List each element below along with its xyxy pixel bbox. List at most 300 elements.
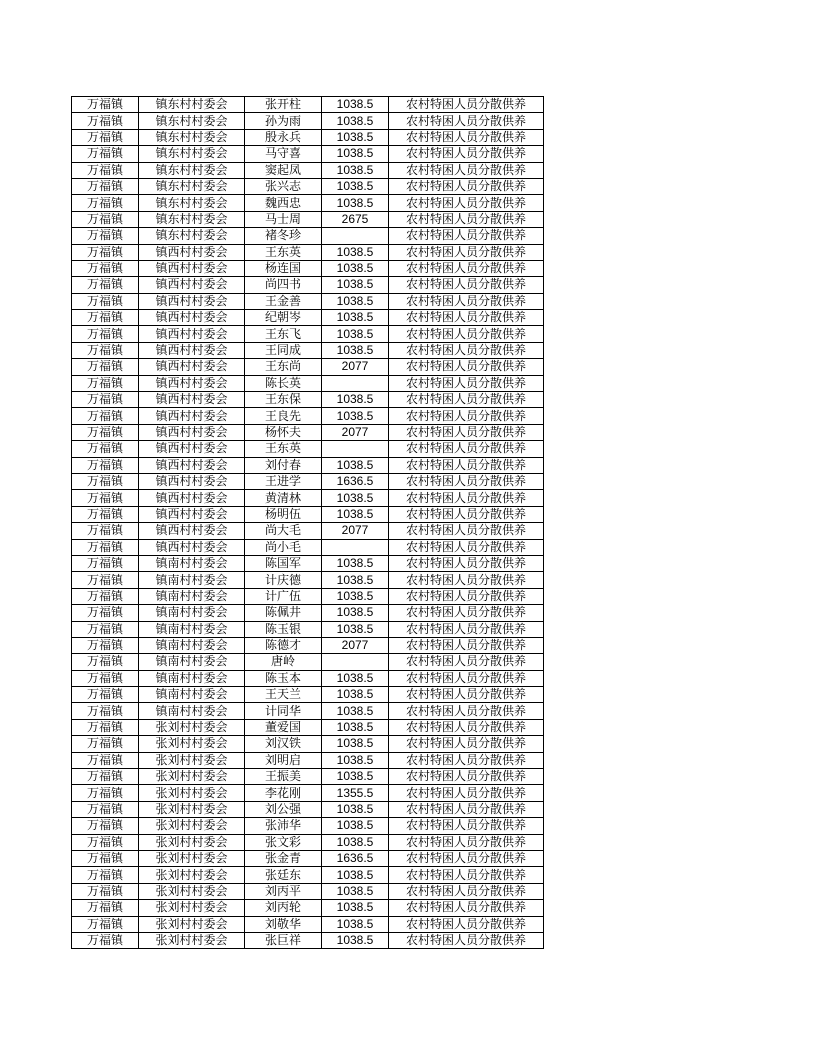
table-row: [72, 277, 544, 293]
village-cell: 镇南村村委会: [139, 588, 245, 604]
village-cell: 镇西村村委会: [139, 244, 245, 260]
support-type-cell: 农村特困人员分散供养: [389, 850, 544, 866]
name-cell: 张巨祥: [245, 932, 322, 948]
support-type-cell: 农村特困人员分散供养: [389, 687, 544, 703]
town-cell: 万福镇: [72, 162, 139, 178]
table-row: [72, 162, 544, 178]
village-cell: 张刘村村委会: [139, 867, 245, 883]
name-cell: 张文彩: [245, 834, 322, 850]
name-cell: 王东飞: [245, 326, 322, 342]
support-type-cell: 农村特困人员分散供养: [389, 703, 544, 719]
amount-cell: 1038.5: [322, 162, 389, 178]
support-type-cell: 农村特困人员分散供养: [389, 769, 544, 785]
village-cell: 镇南村村委会: [139, 572, 245, 588]
village-cell: 镇西村村委会: [139, 490, 245, 506]
support-type-cell: 农村特困人员分散供养: [389, 408, 544, 424]
village-cell: 镇西村村委会: [139, 424, 245, 440]
support-type-cell: 农村特困人员分散供养: [389, 523, 544, 539]
village-cell: 镇西村村委会: [139, 310, 245, 326]
table-row: [72, 195, 544, 211]
town-cell: 万福镇: [72, 293, 139, 309]
town-cell: 万福镇: [72, 113, 139, 129]
amount-cell: 1038.5: [322, 457, 389, 473]
table-row: [72, 392, 544, 408]
name-cell: 陈国军: [245, 555, 322, 571]
amount-cell: 1038.5: [322, 719, 389, 735]
table-row: [72, 244, 544, 260]
village-cell: 镇东村村委会: [139, 228, 245, 244]
village-cell: 镇南村村委会: [139, 637, 245, 653]
name-cell: 窦起凤: [245, 162, 322, 178]
support-type-cell: 农村特困人员分散供养: [389, 146, 544, 162]
table-row: [72, 555, 544, 571]
table-row: [72, 113, 544, 129]
table-row: [72, 916, 544, 932]
town-cell: 万福镇: [72, 900, 139, 916]
name-cell: 李花刚: [245, 785, 322, 801]
village-cell: 镇南村村委会: [139, 555, 245, 571]
table-row: [72, 539, 544, 555]
support-type-cell: 农村特困人员分散供养: [389, 277, 544, 293]
name-cell: 董爱国: [245, 719, 322, 735]
amount-cell: [322, 539, 389, 555]
village-cell: 张刘村村委会: [139, 932, 245, 948]
support-type-cell: 农村特困人员分散供养: [389, 637, 544, 653]
village-cell: 镇西村村委会: [139, 441, 245, 457]
village-cell: 张刘村村委会: [139, 769, 245, 785]
support-type-cell: 农村特困人员分散供养: [389, 195, 544, 211]
table-row: [72, 605, 544, 621]
village-cell: 张刘村村委会: [139, 834, 245, 850]
table-row: [72, 769, 544, 785]
amount-cell: 1038.5: [322, 97, 389, 113]
town-cell: 万福镇: [72, 785, 139, 801]
name-cell: 尚四书: [245, 277, 322, 293]
village-cell: 镇东村村委会: [139, 162, 245, 178]
support-type-cell: 农村特困人员分散供养: [389, 555, 544, 571]
table-row: [72, 900, 544, 916]
name-cell: 杨怀夫: [245, 424, 322, 440]
village-cell: 镇东村村委会: [139, 129, 245, 145]
village-cell: 镇西村村委会: [139, 359, 245, 375]
support-type-cell: 农村特困人员分散供养: [389, 801, 544, 817]
support-type-cell: 农村特困人员分散供养: [389, 392, 544, 408]
name-cell: 魏西忠: [245, 195, 322, 211]
amount-cell: 1038.5: [322, 818, 389, 834]
amount-cell: 1038.5: [322, 834, 389, 850]
table-row: [72, 785, 544, 801]
support-type-cell: 农村特困人员分散供养: [389, 932, 544, 948]
town-cell: 万福镇: [72, 424, 139, 440]
village-cell: 镇西村村委会: [139, 392, 245, 408]
village-cell: 张刘村村委会: [139, 818, 245, 834]
town-cell: 万福镇: [72, 670, 139, 686]
support-type-cell: 农村特困人员分散供养: [389, 244, 544, 260]
table-row: [72, 736, 544, 752]
amount-cell: 2675: [322, 211, 389, 227]
amount-cell: 1038.5: [322, 736, 389, 752]
support-type-cell: 农村特困人员分散供养: [389, 654, 544, 670]
amount-cell: 2077: [322, 637, 389, 653]
support-type-cell: 农村特困人员分散供养: [389, 900, 544, 916]
name-cell: 王东英: [245, 441, 322, 457]
support-type-cell: 农村特困人员分散供养: [389, 113, 544, 129]
village-cell: 镇东村村委会: [139, 211, 245, 227]
name-cell: 纪朝岑: [245, 310, 322, 326]
town-cell: 万福镇: [72, 736, 139, 752]
amount-cell: 1038.5: [322, 900, 389, 916]
village-cell: 镇南村村委会: [139, 605, 245, 621]
village-cell: 镇西村村委会: [139, 408, 245, 424]
town-cell: 万福镇: [72, 490, 139, 506]
amount-cell: 1038.5: [322, 408, 389, 424]
name-cell: 陈长英: [245, 375, 322, 391]
table-row: [72, 424, 544, 440]
support-type-cell: 农村特困人员分散供养: [389, 326, 544, 342]
amount-cell: 1038.5: [322, 883, 389, 899]
village-cell: 镇东村村委会: [139, 97, 245, 113]
support-type-cell: 农村特困人员分散供养: [389, 490, 544, 506]
town-cell: 万福镇: [72, 244, 139, 260]
amount-cell: 1038.5: [322, 621, 389, 637]
table-row: [72, 129, 544, 145]
amount-cell: 1038.5: [322, 392, 389, 408]
table-row: [72, 637, 544, 653]
name-cell: 唐岭: [245, 654, 322, 670]
name-cell: 王进学: [245, 473, 322, 489]
town-cell: 万福镇: [72, 752, 139, 768]
table-row: [72, 473, 544, 489]
support-type-cell: 农村特困人员分散供养: [389, 310, 544, 326]
village-cell: 张刘村村委会: [139, 719, 245, 735]
amount-cell: 2077: [322, 523, 389, 539]
name-cell: 刘丙轮: [245, 900, 322, 916]
support-type-cell: 农村特困人员分散供养: [389, 539, 544, 555]
table-row: [72, 801, 544, 817]
table-row: [72, 260, 544, 276]
name-cell: 刘明启: [245, 752, 322, 768]
name-cell: 王天兰: [245, 687, 322, 703]
name-cell: 陈玉本: [245, 670, 322, 686]
amount-cell: 1038.5: [322, 146, 389, 162]
village-cell: 镇西村村委会: [139, 260, 245, 276]
name-cell: 张兴志: [245, 178, 322, 194]
support-type-cell: 农村特困人员分散供养: [389, 883, 544, 899]
table-row: [72, 752, 544, 768]
table-row: [72, 572, 544, 588]
amount-cell: [322, 441, 389, 457]
amount-cell: 1038.5: [322, 506, 389, 522]
name-cell: 张廷东: [245, 867, 322, 883]
name-cell: 陈玉银: [245, 621, 322, 637]
town-cell: 万福镇: [72, 408, 139, 424]
support-type-cell: 农村特困人员分散供养: [389, 473, 544, 489]
village-cell: 张刘村村委会: [139, 736, 245, 752]
name-cell: 刘付春: [245, 457, 322, 473]
support-type-cell: 农村特困人员分散供养: [389, 506, 544, 522]
village-cell: 镇东村村委会: [139, 195, 245, 211]
support-type-cell: 农村特困人员分散供养: [389, 441, 544, 457]
table-row: [72, 703, 544, 719]
table-row: [72, 867, 544, 883]
name-cell: 张开柱: [245, 97, 322, 113]
amount-cell: 1038.5: [322, 310, 389, 326]
village-cell: 镇西村村委会: [139, 342, 245, 358]
town-cell: 万福镇: [72, 916, 139, 932]
village-cell: 镇南村村委会: [139, 670, 245, 686]
support-type-cell: 农村特困人员分散供养: [389, 457, 544, 473]
town-cell: 万福镇: [72, 637, 139, 653]
town-cell: 万福镇: [72, 441, 139, 457]
table-row: [72, 687, 544, 703]
table-row: [72, 441, 544, 457]
table-row: [72, 670, 544, 686]
town-cell: 万福镇: [72, 867, 139, 883]
name-cell: 刘敬华: [245, 916, 322, 932]
amount-cell: 1038.5: [322, 342, 389, 358]
town-cell: 万福镇: [72, 392, 139, 408]
village-cell: 镇西村村委会: [139, 277, 245, 293]
town-cell: 万福镇: [72, 310, 139, 326]
village-cell: 镇西村村委会: [139, 457, 245, 473]
support-type-cell: 农村特困人员分散供养: [389, 670, 544, 686]
support-type-cell: 农村特困人员分散供养: [389, 342, 544, 358]
town-cell: 万福镇: [72, 703, 139, 719]
support-type-cell: 农村特困人员分散供养: [389, 867, 544, 883]
town-cell: 万福镇: [72, 457, 139, 473]
support-type-cell: 农村特困人员分散供养: [389, 719, 544, 735]
village-cell: 镇南村村委会: [139, 703, 245, 719]
village-cell: 张刘村村委会: [139, 900, 245, 916]
village-cell: 镇西村村委会: [139, 523, 245, 539]
table-row: [72, 932, 544, 948]
table-row: [72, 228, 544, 244]
name-cell: 黄清林: [245, 490, 322, 506]
name-cell: 王同成: [245, 342, 322, 358]
table-row: [72, 326, 544, 342]
town-cell: 万福镇: [72, 97, 139, 113]
town-cell: 万福镇: [72, 769, 139, 785]
amount-cell: 2077: [322, 424, 389, 440]
table-row: [72, 457, 544, 473]
amount-cell: 1038.5: [322, 490, 389, 506]
amount-cell: 1038.5: [322, 195, 389, 211]
amount-cell: 1038.5: [322, 932, 389, 948]
village-cell: 镇东村村委会: [139, 178, 245, 194]
amount-cell: 1355.5: [322, 785, 389, 801]
village-cell: 张刘村村委会: [139, 752, 245, 768]
town-cell: 万福镇: [72, 359, 139, 375]
amount-cell: 1636.5: [322, 850, 389, 866]
amount-cell: 1636.5: [322, 473, 389, 489]
name-cell: 杨明伍: [245, 506, 322, 522]
town-cell: 万福镇: [72, 654, 139, 670]
amount-cell: 1038.5: [322, 867, 389, 883]
village-cell: 镇西村村委会: [139, 293, 245, 309]
name-cell: 计同华: [245, 703, 322, 719]
table-row: [72, 211, 544, 227]
support-type-cell: 农村特困人员分散供养: [389, 162, 544, 178]
village-cell: 张刘村村委会: [139, 785, 245, 801]
town-cell: 万福镇: [72, 605, 139, 621]
amount-cell: 1038.5: [322, 687, 389, 703]
table-row: [72, 178, 544, 194]
table-row: [72, 523, 544, 539]
name-cell: 马士周: [245, 211, 322, 227]
support-type-cell: 农村特困人员分散供养: [389, 424, 544, 440]
table-row: [72, 408, 544, 424]
town-cell: 万福镇: [72, 342, 139, 358]
name-cell: 张金青: [245, 850, 322, 866]
town-cell: 万福镇: [72, 621, 139, 637]
support-type-cell: 农村特困人员分散供养: [389, 588, 544, 604]
village-cell: 镇南村村委会: [139, 687, 245, 703]
name-cell: 王良先: [245, 408, 322, 424]
amount-cell: 1038.5: [322, 752, 389, 768]
village-cell: 镇南村村委会: [139, 621, 245, 637]
table-row: [72, 621, 544, 637]
name-cell: 殷永兵: [245, 129, 322, 145]
table-row: [72, 490, 544, 506]
amount-cell: 2077: [322, 359, 389, 375]
amount-cell: 1038.5: [322, 555, 389, 571]
name-cell: 刘丙平: [245, 883, 322, 899]
support-type-cell: 农村特困人员分散供养: [389, 211, 544, 227]
amount-cell: 1038.5: [322, 801, 389, 817]
town-cell: 万福镇: [72, 932, 139, 948]
support-type-cell: 农村特困人员分散供养: [389, 785, 544, 801]
name-cell: 王金善: [245, 293, 322, 309]
name-cell: 杨连国: [245, 260, 322, 276]
village-cell: 张刘村村委会: [139, 850, 245, 866]
amount-cell: 1038.5: [322, 178, 389, 194]
table-row: [72, 818, 544, 834]
name-cell: 刘公强: [245, 801, 322, 817]
name-cell: 计庆德: [245, 572, 322, 588]
village-cell: 镇西村村委会: [139, 326, 245, 342]
support-type-cell: 农村特困人员分散供养: [389, 621, 544, 637]
village-cell: 镇西村村委会: [139, 375, 245, 391]
town-cell: 万福镇: [72, 555, 139, 571]
table-row: [72, 375, 544, 391]
town-cell: 万福镇: [72, 146, 139, 162]
town-cell: 万福镇: [72, 211, 139, 227]
name-cell: 计广伍: [245, 588, 322, 604]
town-cell: 万福镇: [72, 195, 139, 211]
amount-cell: [322, 228, 389, 244]
town-cell: 万福镇: [72, 326, 139, 342]
amount-cell: 1038.5: [322, 244, 389, 260]
table-row: [72, 883, 544, 899]
amount-cell: 1038.5: [322, 129, 389, 145]
support-type-cell: 农村特困人员分散供养: [389, 916, 544, 932]
name-cell: 王东尚: [245, 359, 322, 375]
table-row: [72, 719, 544, 735]
village-cell: 镇东村村委会: [139, 113, 245, 129]
name-cell: 尚小毛: [245, 539, 322, 555]
amount-cell: 1038.5: [322, 605, 389, 621]
town-cell: 万福镇: [72, 277, 139, 293]
town-cell: 万福镇: [72, 850, 139, 866]
relief-roster-table: [71, 96, 544, 949]
support-type-cell: 农村特困人员分散供养: [389, 359, 544, 375]
name-cell: 王振美: [245, 769, 322, 785]
amount-cell: 1038.5: [322, 769, 389, 785]
town-cell: 万福镇: [72, 883, 139, 899]
amount-cell: 1038.5: [322, 260, 389, 276]
amount-cell: 1038.5: [322, 572, 389, 588]
amount-cell: 1038.5: [322, 670, 389, 686]
name-cell: 刘汉铁: [245, 736, 322, 752]
support-type-cell: 农村特困人员分散供养: [389, 752, 544, 768]
table-row: [72, 359, 544, 375]
town-cell: 万福镇: [72, 834, 139, 850]
name-cell: 孙为雨: [245, 113, 322, 129]
village-cell: 张刘村村委会: [139, 916, 245, 932]
table-row: [72, 342, 544, 358]
support-type-cell: 农村特困人员分散供养: [389, 228, 544, 244]
town-cell: 万福镇: [72, 473, 139, 489]
village-cell: 镇西村村委会: [139, 473, 245, 489]
name-cell: 陈佩井: [245, 605, 322, 621]
table-row: [72, 146, 544, 162]
amount-cell: 1038.5: [322, 588, 389, 604]
town-cell: 万福镇: [72, 260, 139, 276]
town-cell: 万福镇: [72, 572, 139, 588]
amount-cell: 1038.5: [322, 326, 389, 342]
town-cell: 万福镇: [72, 523, 139, 539]
amount-cell: 1038.5: [322, 277, 389, 293]
support-type-cell: 农村特困人员分散供养: [389, 178, 544, 194]
name-cell: 马守喜: [245, 146, 322, 162]
town-cell: 万福镇: [72, 539, 139, 555]
village-cell: 镇南村村委会: [139, 654, 245, 670]
support-type-cell: 农村特困人员分散供养: [389, 818, 544, 834]
support-type-cell: 农村特困人员分散供养: [389, 293, 544, 309]
town-cell: 万福镇: [72, 801, 139, 817]
village-cell: 镇西村村委会: [139, 539, 245, 555]
town-cell: 万福镇: [72, 228, 139, 244]
table-row: [72, 310, 544, 326]
town-cell: 万福镇: [72, 178, 139, 194]
table-row: [72, 97, 544, 113]
roster-body: [72, 97, 544, 949]
amount-cell: 1038.5: [322, 916, 389, 932]
village-cell: 镇东村村委会: [139, 146, 245, 162]
table-row: [72, 850, 544, 866]
village-cell: 镇西村村委会: [139, 506, 245, 522]
town-cell: 万福镇: [72, 506, 139, 522]
amount-cell: 1038.5: [322, 293, 389, 309]
amount-cell: 1038.5: [322, 703, 389, 719]
town-cell: 万福镇: [72, 588, 139, 604]
table-row: [72, 654, 544, 670]
support-type-cell: 农村特困人员分散供养: [389, 129, 544, 145]
village-cell: 张刘村村委会: [139, 883, 245, 899]
support-type-cell: 农村特困人员分散供养: [389, 736, 544, 752]
name-cell: 张沛华: [245, 818, 322, 834]
town-cell: 万福镇: [72, 719, 139, 735]
town-cell: 万福镇: [72, 129, 139, 145]
name-cell: 褚冬珍: [245, 228, 322, 244]
support-type-cell: 农村特困人员分散供养: [389, 572, 544, 588]
table-row: [72, 588, 544, 604]
village-cell: 张刘村村委会: [139, 801, 245, 817]
support-type-cell: 农村特困人员分散供养: [389, 834, 544, 850]
name-cell: 王东保: [245, 392, 322, 408]
table-row: [72, 293, 544, 309]
town-cell: 万福镇: [72, 375, 139, 391]
